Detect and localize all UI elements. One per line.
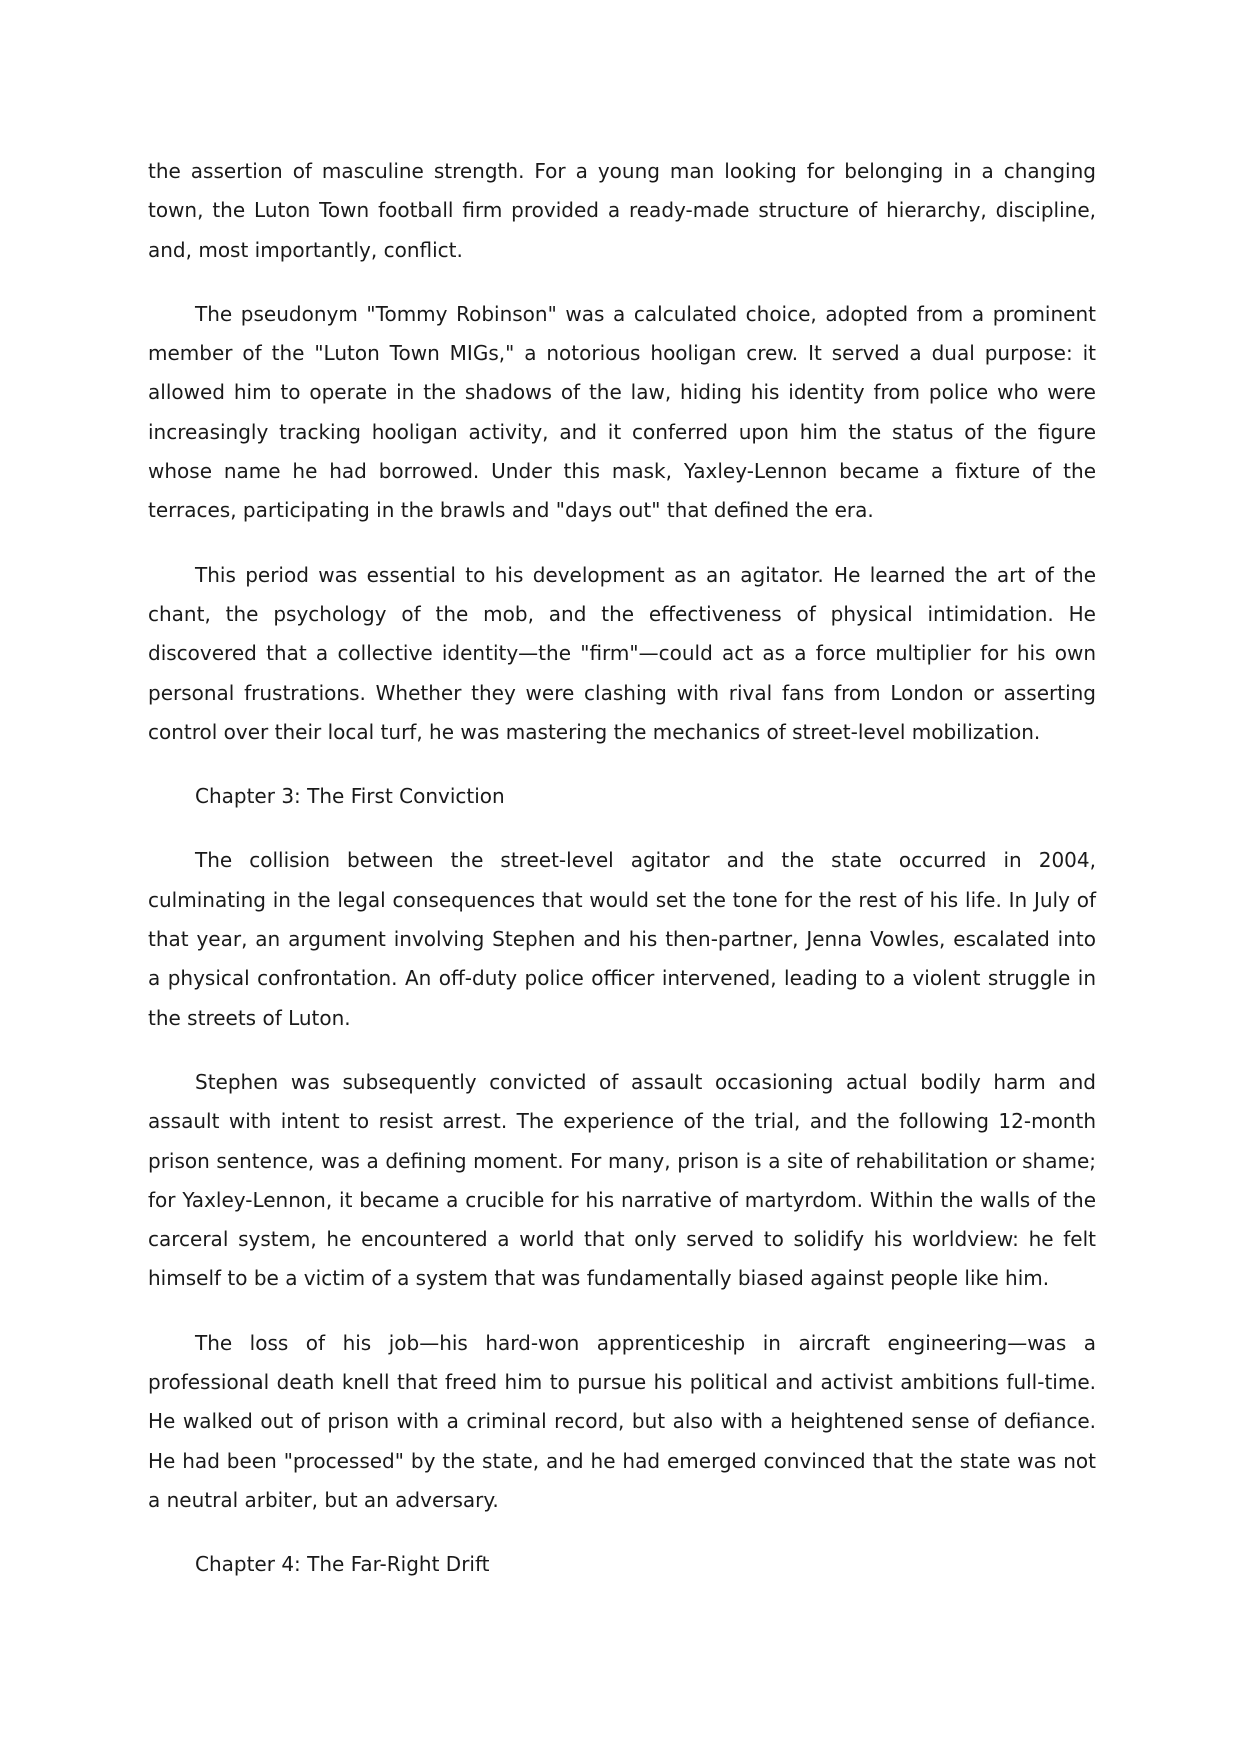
paragraph-agitator: This period was essential to his development as an agitator. He learned the art of the chant, the psychology of the mob, and the effectiveness of physical intimidation. He discovered that a collective identity—the "firm"—could act as a force multiplier for his own personal frustrations. Whether they were clashing with rival fans from London or asserting control over their local turf, he was mastering the mechanics of street-level mobilization. bbox=[148, 562, 1096, 744]
page-body bbox=[148, 152, 1096, 1610]
paragraph-continued: the assertion of masculine strength. For a young man looking for belonging in a changing town, the Luton Town football firm provided a ready-made structure of hierarchy, discipline, and, most importantly, conflict. bbox=[148, 159, 1096, 262]
paragraph-job-loss: The loss of his job—his hard-won apprenticeship in aircraft engineering—was a professional death knell that freed him to pursue his political and activist ambitions full-time. He walked out of prison with a criminal record, but also with a heightened sense of defiance. He had been "processed" by the state, and he had emerged convinced that the state was not a neutral arbiter, but an adversary. bbox=[148, 1330, 1096, 1512]
paragraph-pseudonym: The pseudonym "Tommy Robinson" was a calculated choice, adopted from a prominent member of the "Luton Town MIGs," a notorious hooligan crew. It served a dual purpose: it allowed him to operate in the shadows of the law, hiding his identity from police who were increasingly tracking hooligan activity, and it conferred upon him the status of the figure whose name he had borrowed. Under this mask, Yaxley-Lennon became a fixture of the terraces, participating in the brawls and "days out" that defined the era. bbox=[148, 301, 1096, 523]
paragraph-collision: The collision between the street-level agitator and the state occurred in 2004, culminating in the legal consequences that would set the tone for the rest of his life. In July of that year, an argument involving Stephen and his then-partner, Jenna Vowles, escalated into a physical confrontation. An off-duty police officer intervened, leading to a violent struggle in the streets of Luton. bbox=[148, 848, 1096, 1030]
chapter-heading-4: Chapter 4: The Far-Right Drift bbox=[195, 1552, 490, 1577]
chapter-heading-3: Chapter 3: The First Conviction bbox=[195, 784, 505, 809]
paragraph-conviction: Stephen was subsequently convicted of assault occasioning actual bodily harm and assault with intent to resist arrest. The experience of the trial, and the following 12-month prison sentence, was a defining moment. For many, prison is a site of rehabilitation or shame; for Yaxley-Lennon, it became a crucible for his narrative of martyrdom. Within the walls of the carceral system, he encountered a world that only served to solidify his worldview: he felt himself to be a victim of a system that was fundamentally biased against people like him. bbox=[148, 1069, 1096, 1291]
